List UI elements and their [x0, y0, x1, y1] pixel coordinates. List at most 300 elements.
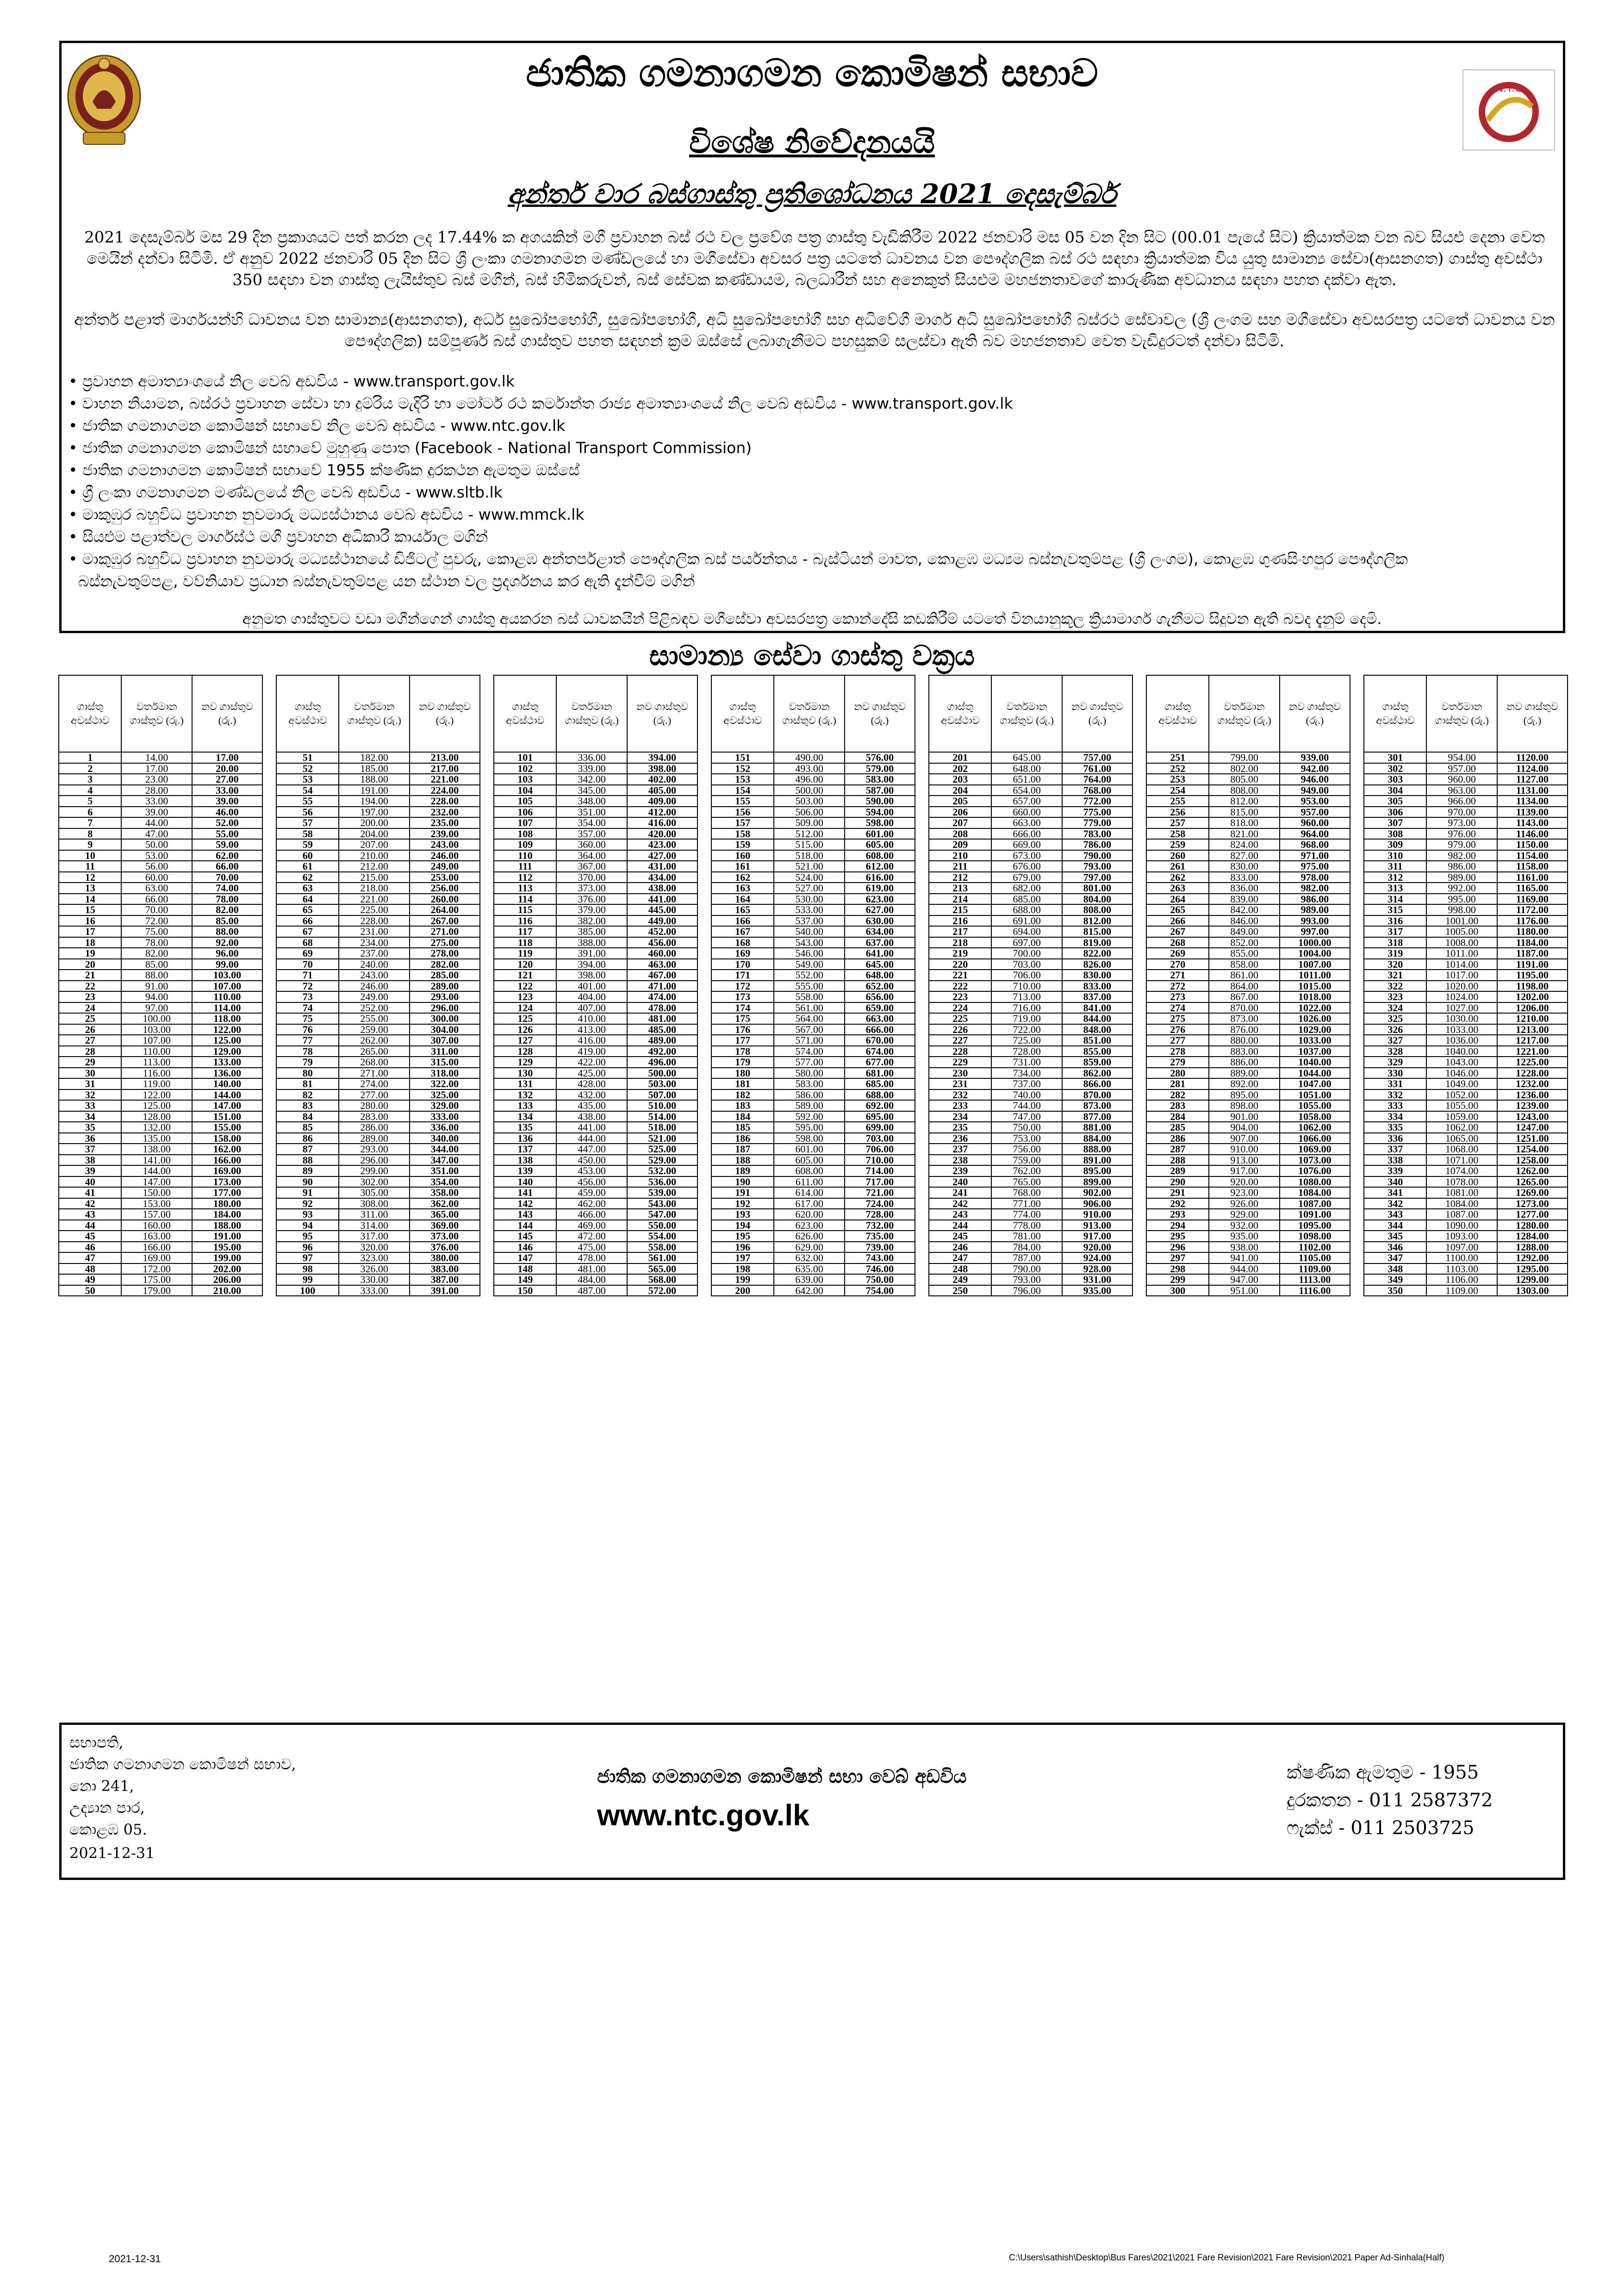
table-row [276, 828, 480, 840]
new-fare-cell: 489.00 [627, 1035, 697, 1046]
table-row [59, 937, 262, 948]
fare-stage-cell: 177 [711, 1035, 774, 1046]
current-fare-cell: 311.00 [339, 1209, 409, 1220]
table-row [494, 1089, 697, 1101]
table-row [1364, 774, 1568, 785]
fare-stage-cell: 179 [711, 1057, 774, 1068]
new-fare-cell: 416.00 [627, 817, 697, 828]
current-fare-cell: 410.00 [556, 1013, 627, 1024]
sender-address: සභාපති, ජාතික ගමනාගමන කොමිෂන් සභාව, නො 241, උද්‍යාන පාර, කොළඹ 05. [69, 1734, 296, 1838]
current-fare-cell: 802.00 [1209, 763, 1279, 774]
table-header-row [1146, 675, 1350, 752]
current-fare-cell: 546.00 [774, 948, 844, 959]
table-row [59, 1100, 262, 1111]
fare-stage-cell: 65 [276, 904, 339, 915]
new-fare-cell: 703.00 [845, 1133, 915, 1144]
new-fare-cell: 478.00 [627, 1002, 697, 1014]
new-fare-cell: 1161.00 [1497, 872, 1568, 883]
new-fare-cell: 1198.00 [1497, 981, 1568, 992]
fare-stage-cell: 129 [494, 1057, 556, 1068]
new-fare-cell: 565.00 [627, 1263, 697, 1275]
table-row [494, 1263, 697, 1275]
fare-table [58, 675, 263, 1296]
current-fare-cell: 827.00 [1209, 850, 1279, 861]
current-fare-cell: 447.00 [556, 1144, 627, 1155]
new-fare-cell: 1120.00 [1497, 752, 1568, 763]
new-fare-cell: 351.00 [410, 1165, 480, 1176]
current-fare-cell: 812.00 [1209, 796, 1279, 807]
current-fare-cell: 740.00 [991, 1089, 1062, 1101]
fare-stage-cell: 222 [929, 981, 991, 992]
fare-stage-cell: 230 [929, 1068, 991, 1079]
fare-stage-cell: 200 [711, 1285, 774, 1296]
fare-stage-cell: 74 [276, 1002, 339, 1014]
current-fare-cell: 1071.00 [1426, 1155, 1497, 1166]
table-row [276, 915, 480, 927]
new-fare-cell: 471.00 [627, 981, 697, 992]
current-fare-header: වර්තමාන ගාස්තුව (රු.) [556, 675, 627, 752]
new-fare-cell: 1044.00 [1280, 1068, 1350, 1079]
fare-stage-cell: 286 [1146, 1133, 1209, 1144]
current-fare-cell: 360.00 [556, 839, 627, 850]
fare-stage-cell: 100 [276, 1285, 339, 1296]
current-fare-cell: 1068.00 [1426, 1144, 1497, 1155]
fare-stage-cell: 299 [1146, 1274, 1209, 1285]
fare-stage-cell: 326 [1364, 1024, 1426, 1035]
new-fare-cell: 1047.00 [1280, 1078, 1350, 1089]
fare-stage-cell: 26 [59, 1024, 121, 1035]
new-fare-cell: 608.00 [845, 850, 915, 861]
new-fare-cell: 768.00 [1062, 785, 1132, 796]
table-row [1146, 904, 1350, 915]
fare-stage-cell: 14 [59, 894, 121, 905]
new-fare-cell: 492.00 [627, 1046, 697, 1057]
current-fare-cell: 669.00 [991, 839, 1062, 850]
new-fare-cell: 329.00 [410, 1100, 480, 1111]
telephone: දුරකතන - 011 2587372 [1287, 1790, 1493, 1811]
fare-stage-cell: 85 [276, 1122, 339, 1133]
table-row [1146, 774, 1350, 785]
current-fare-cell: 212.00 [339, 861, 409, 872]
table-row [1146, 894, 1350, 905]
new-fare-cell: 721.00 [845, 1187, 915, 1198]
new-fare-cell: 232.00 [410, 807, 480, 818]
fare-stage-cell: 242 [929, 1198, 991, 1209]
new-fare-cell: 140.00 [192, 1078, 262, 1089]
current-fare-cell: 744.00 [991, 1100, 1062, 1111]
table-row [494, 926, 697, 937]
new-fare-cell: 666.00 [845, 1024, 915, 1035]
fare-stage-cell: 130 [494, 1068, 556, 1079]
table-row [494, 1133, 697, 1144]
table-row [929, 1035, 1132, 1046]
table-row [1146, 1068, 1350, 1079]
table-row [59, 1231, 262, 1242]
fare-stage-cell: 38 [59, 1155, 121, 1166]
current-fare-cell: 561.00 [774, 1002, 844, 1014]
table-row [1146, 915, 1350, 927]
new-fare-cell: 942.00 [1280, 763, 1350, 774]
current-fare-cell: 1001.00 [1426, 915, 1497, 927]
fare-stage-cell: 237 [929, 1144, 991, 1155]
current-fare-cell: 204.00 [339, 828, 409, 840]
table-row [711, 959, 915, 970]
current-fare-cell: 234.00 [339, 937, 409, 948]
fare-stage-cell: 64 [276, 894, 339, 905]
fare-stage-cell: 317 [1364, 926, 1426, 937]
table-row [59, 807, 262, 818]
new-fare-cell: 394.00 [627, 752, 697, 763]
new-fare-cell: 743.00 [845, 1252, 915, 1263]
new-fare-cell: 1066.00 [1280, 1133, 1350, 1144]
fare-stage-cell: 331 [1364, 1078, 1426, 1089]
table-row [1146, 1013, 1350, 1024]
table-row [1146, 1231, 1350, 1242]
current-fare-cell: 938.00 [1209, 1242, 1279, 1253]
fare-stage-cell: 172 [711, 981, 774, 992]
table-row [711, 1285, 915, 1296]
current-fare-cell: 422.00 [556, 1057, 627, 1068]
fare-stage-cell: 267 [1146, 926, 1209, 937]
current-fare-cell: 1030.00 [1426, 1013, 1497, 1024]
current-fare-cell: 75.00 [121, 926, 192, 937]
fare-stage-cell: 108 [494, 828, 556, 840]
fare-stage-cell: 277 [1146, 1035, 1209, 1046]
current-fare-cell: 589.00 [774, 1100, 844, 1111]
fare-stage-cell: 281 [1146, 1078, 1209, 1089]
website-link[interactable]: www.ntc.gov.lk [597, 1798, 809, 1832]
current-fare-cell: 657.00 [991, 796, 1062, 807]
fare-stage-cell: 197 [711, 1252, 774, 1263]
table-row [711, 1165, 915, 1176]
table-row [1364, 1285, 1568, 1296]
current-fare-cell: 1084.00 [1426, 1198, 1497, 1209]
fare-stage-cell: 75 [276, 1013, 339, 1024]
table-row [1146, 807, 1350, 818]
fare-stage-cell: 83 [276, 1100, 339, 1111]
fare-stage-cell: 156 [711, 807, 774, 818]
table-row [276, 1078, 480, 1089]
new-fare-cell: 82.00 [192, 904, 262, 915]
fare-stage-cell: 170 [711, 959, 774, 970]
table-row [929, 937, 1132, 948]
fare-stage-cell: 206 [929, 807, 991, 818]
current-fare-cell: 577.00 [774, 1057, 844, 1068]
fare-stage-cell: 112 [494, 872, 556, 883]
table-row [929, 894, 1132, 905]
table-row [711, 774, 915, 785]
new-fare-cell: 572.00 [627, 1285, 697, 1296]
current-fare-cell: 1017.00 [1426, 970, 1497, 981]
new-fare-cell: 949.00 [1280, 785, 1350, 796]
fare-stage-cell: 139 [494, 1165, 556, 1176]
new-fare-cell: 70.00 [192, 872, 262, 883]
fare-stage-cell: 314 [1364, 894, 1426, 905]
fare-stage-cell: 250 [929, 1285, 991, 1296]
table-row [1364, 1024, 1568, 1035]
new-fare-cell: 402.00 [627, 774, 697, 785]
table-row [1146, 1252, 1350, 1263]
current-fare-cell: 82.00 [121, 948, 192, 959]
fare-stage-cell: 265 [1146, 904, 1209, 915]
new-fare-cell: 412.00 [627, 807, 697, 818]
new-fare-cell: 300.00 [410, 1013, 480, 1024]
table-row [1364, 1068, 1568, 1079]
fare-stage-cell: 1 [59, 752, 121, 763]
fare-stage-cell: 279 [1146, 1057, 1209, 1068]
fare-stage-cell: 223 [929, 991, 991, 1002]
stage-header: ගාස්තු අවස්ථාව [276, 675, 339, 752]
fare-stage-cell: 5 [59, 796, 121, 807]
new-fare-cell: 812.00 [1062, 915, 1132, 927]
table-header-row [494, 675, 697, 752]
fare-stage-cell: 17 [59, 926, 121, 937]
new-fare-cell: 677.00 [845, 1057, 915, 1068]
current-fare-cell: 478.00 [556, 1252, 627, 1263]
table-row [1146, 1285, 1350, 1296]
current-fare-cell: 747.00 [991, 1111, 1062, 1122]
fax: ෆැක්ස් - 011 2503725 [1287, 1817, 1475, 1839]
current-fare-cell: 320.00 [339, 1242, 409, 1253]
current-fare-cell: 932.00 [1209, 1220, 1279, 1231]
current-fare-cell: 1011.00 [1426, 948, 1497, 959]
table-row [59, 959, 262, 970]
new-fare-cell: 1124.00 [1497, 763, 1568, 774]
table-row [1146, 991, 1350, 1002]
fare-stage-cell: 60 [276, 850, 339, 861]
table-row [276, 1274, 480, 1285]
current-fare-cell: 762.00 [991, 1165, 1062, 1176]
current-fare-cell: 873.00 [1209, 1013, 1279, 1024]
current-fare-cell: 179.00 [121, 1285, 192, 1296]
current-fare-cell: 1033.00 [1426, 1024, 1497, 1035]
fare-stage-cell: 302 [1364, 763, 1426, 774]
new-fare-cell: 529.00 [627, 1155, 697, 1166]
current-fare-cell: 796.00 [991, 1285, 1062, 1296]
fare-stage-cell: 274 [1146, 1002, 1209, 1014]
table-header-row [711, 675, 915, 752]
fare-stage-cell: 194 [711, 1220, 774, 1231]
new-fare-cell: 336.00 [410, 1122, 480, 1133]
new-fare-cell: 52.00 [192, 817, 262, 828]
current-fare-cell: 419.00 [556, 1046, 627, 1057]
current-fare-cell: 926.00 [1209, 1198, 1279, 1209]
table-row [59, 970, 262, 981]
new-fare-cell: 129.00 [192, 1046, 262, 1057]
new-fare-cell: 1258.00 [1497, 1155, 1568, 1166]
current-fare-cell: 308.00 [339, 1198, 409, 1209]
fare-stage-cell: 93 [276, 1209, 339, 1220]
table-row [59, 904, 262, 915]
current-fare-cell: 1103.00 [1426, 1263, 1497, 1275]
new-fare-cell: 1069.00 [1280, 1144, 1350, 1155]
current-fare-cell: 966.00 [1426, 796, 1497, 807]
new-fare-cell: 583.00 [845, 774, 915, 785]
new-fare-header: නව ගාස්තුව (රු.) [1497, 675, 1568, 752]
table-row [494, 1176, 697, 1188]
table-row [929, 785, 1132, 796]
table-row [494, 1198, 697, 1209]
table-row [1146, 1002, 1350, 1014]
table-row [1146, 763, 1350, 774]
table-row [1146, 926, 1350, 937]
fare-stage-cell: 235 [929, 1122, 991, 1133]
current-fare-cell: 14.00 [121, 752, 192, 763]
table-row [1364, 807, 1568, 818]
new-fare-cell: 695.00 [845, 1111, 915, 1122]
table-row [929, 1187, 1132, 1198]
new-fare-cell: 532.00 [627, 1165, 697, 1176]
new-fare-cell: 125.00 [192, 1035, 262, 1046]
table-row [59, 774, 262, 785]
table-row [59, 872, 262, 883]
new-fare-cell: 547.00 [627, 1209, 697, 1220]
current-fare-cell: 1065.00 [1426, 1133, 1497, 1144]
table-row [1364, 1263, 1568, 1275]
fare-stage-cell: 21 [59, 970, 121, 981]
table-row [59, 1176, 262, 1188]
new-fare-cell: 1288.00 [1497, 1242, 1568, 1253]
fare-stage-cell: 322 [1364, 981, 1426, 992]
current-fare-cell: 1008.00 [1426, 937, 1497, 948]
new-fare-cell: 783.00 [1062, 828, 1132, 840]
new-fare-cell: 920.00 [1062, 1242, 1132, 1253]
current-fare-cell: 663.00 [991, 817, 1062, 828]
current-fare-cell: 821.00 [1209, 828, 1279, 840]
new-fare-cell: 801.00 [1062, 883, 1132, 894]
fare-stage-cell: 213 [929, 883, 991, 894]
list-item: • සියළුම පළාත්වල මාර්ගස්ථ මගී ප්‍රවාහන අධිකාරී කාර්යාල මගින් [68, 528, 488, 546]
new-fare-cell: 946.00 [1280, 774, 1350, 785]
table-row [711, 948, 915, 959]
fare-stage-cell: 109 [494, 839, 556, 850]
fare-stage-cell: 215 [929, 904, 991, 915]
fare-stage-cell: 7 [59, 817, 121, 828]
new-fare-cell: 717.00 [845, 1176, 915, 1188]
table-row [929, 991, 1132, 1002]
table-row [1364, 991, 1568, 1002]
table-row [1146, 1220, 1350, 1231]
new-fare-cell: 1026.00 [1280, 1013, 1350, 1024]
new-fare-cell: 1284.00 [1497, 1231, 1568, 1242]
fare-stage-cell: 337 [1364, 1144, 1426, 1155]
new-fare-cell: 206.00 [192, 1274, 262, 1285]
current-fare-cell: 487.00 [556, 1285, 627, 1296]
current-fare-cell: 898.00 [1209, 1100, 1279, 1111]
new-fare-cell: 648.00 [845, 970, 915, 981]
new-fare-cell: 434.00 [627, 872, 697, 883]
current-fare-cell: 416.00 [556, 1035, 627, 1046]
table-row [929, 1122, 1132, 1133]
fare-stage-cell: 162 [711, 872, 774, 883]
fare-tables [58, 675, 1567, 1296]
table-row [929, 959, 1132, 970]
fare-stage-cell: 136 [494, 1133, 556, 1144]
current-fare-cell: 385.00 [556, 926, 627, 937]
fare-stage-cell: 276 [1146, 1024, 1209, 1035]
new-fare-cell: 877.00 [1062, 1111, 1132, 1122]
table-row [1364, 785, 1568, 796]
current-fare-cell: 506.00 [774, 807, 844, 818]
fare-stage-cell: 164 [711, 894, 774, 905]
fare-stage-cell: 25 [59, 1013, 121, 1024]
fare-stage-cell: 102 [494, 763, 556, 774]
fare-stage-cell: 257 [1146, 817, 1209, 828]
table-row [1364, 1274, 1568, 1285]
table-row [929, 1024, 1132, 1035]
hotline: ක්ෂණික ඇමතුම - 1955 [1287, 1762, 1479, 1783]
new-fare-cell: 1091.00 [1280, 1209, 1350, 1220]
current-fare-cell: 283.00 [339, 1111, 409, 1122]
current-fare-cell: 982.00 [1426, 850, 1497, 861]
new-fare-cell: 724.00 [845, 1198, 915, 1209]
current-fare-header: වර්තමාන ගාස්තුව (රු.) [121, 675, 192, 752]
new-fare-cell: 1239.00 [1497, 1100, 1568, 1111]
new-fare-cell: 325.00 [410, 1089, 480, 1101]
new-fare-cell: 590.00 [845, 796, 915, 807]
table-row [276, 1209, 480, 1220]
current-fare-cell: 435.00 [556, 1100, 627, 1111]
intro-paragraph-2: අන්තර් පළාත් මාර්ගයන්හි ධාවනය වන සාමාන්‍ය(ආසනගත), අර්ධ සුඛෝපභෝගී, සුඛෝපභෝගී, අධි සුඛෝපභෝගී සහ අධිවේගී මාර්ග අධි සුඛෝපභෝගී බස්රථ සේවාවල (ශ්‍රී ලංගම සහ මගීසේවා අවසරපත්‍ර යටතේ ධාවනය වන පෞද්ගලික) සම්පූර්ණ බස් ගාස්තුව පහත සඳහන් ක්‍රම ඔස්සේ ලබාගැනීමට පහසුකම් සලස්වා ඇති බව මහජනතාව වෙත වැඩිදුරටත් දන්වා සිටිමි. [74, 311, 1555, 350]
new-fare-cell: 663.00 [845, 1013, 915, 1024]
current-fare-cell: 998.00 [1426, 904, 1497, 915]
current-fare-cell: 592.00 [774, 1111, 844, 1122]
new-fare-cell: 699.00 [845, 1122, 915, 1133]
table-row [1146, 1057, 1350, 1068]
table-row [276, 1285, 480, 1296]
fare-stage-cell: 325 [1364, 1013, 1426, 1024]
new-fare-cell: 993.00 [1280, 915, 1350, 927]
current-fare-cell: 567.00 [774, 1024, 844, 1035]
fare-stage-cell: 244 [929, 1220, 991, 1231]
table-row [276, 1024, 480, 1035]
new-fare-cell: 474.00 [627, 991, 697, 1002]
current-fare-cell: 88.00 [121, 970, 192, 981]
new-fare-cell: 110.00 [192, 991, 262, 1002]
current-fare-cell: 521.00 [774, 861, 844, 872]
new-fare-cell: 114.00 [192, 1002, 262, 1014]
fare-table [711, 675, 915, 1296]
new-fare-cell: 78.00 [192, 894, 262, 905]
current-fare-cell: 549.00 [774, 959, 844, 970]
table-row [929, 839, 1132, 850]
new-fare-cell: 851.00 [1062, 1035, 1132, 1046]
current-fare-cell: 995.00 [1426, 894, 1497, 905]
new-fare-cell: 855.00 [1062, 1046, 1132, 1057]
svg-text:N.T.C: N.T.C [1495, 83, 1522, 94]
current-fare-cell: 296.00 [339, 1155, 409, 1166]
table-row [59, 1133, 262, 1144]
current-fare-cell: 138.00 [121, 1144, 192, 1155]
new-fare-cell: 1180.00 [1497, 926, 1568, 937]
current-fare-cell: 728.00 [991, 1046, 1062, 1057]
fare-stage-cell: 209 [929, 839, 991, 850]
current-fare-cell: 555.00 [774, 981, 844, 992]
table-row [711, 785, 915, 796]
table-row [59, 1068, 262, 1079]
table-row [1146, 1089, 1350, 1101]
fare-stage-cell: 159 [711, 839, 774, 850]
table-row [711, 1274, 915, 1285]
table-row [494, 1122, 697, 1133]
table-row [59, 915, 262, 927]
stage-header: ගාස්තු අවස්ථාව [1364, 675, 1426, 752]
current-fare-cell: 719.00 [991, 1013, 1062, 1024]
new-fare-cell: 754.00 [845, 1285, 915, 1296]
current-fare-cell: 221.00 [339, 894, 409, 905]
current-fare-cell: 438.00 [556, 1111, 627, 1122]
new-fare-cell: 982.00 [1280, 883, 1350, 894]
